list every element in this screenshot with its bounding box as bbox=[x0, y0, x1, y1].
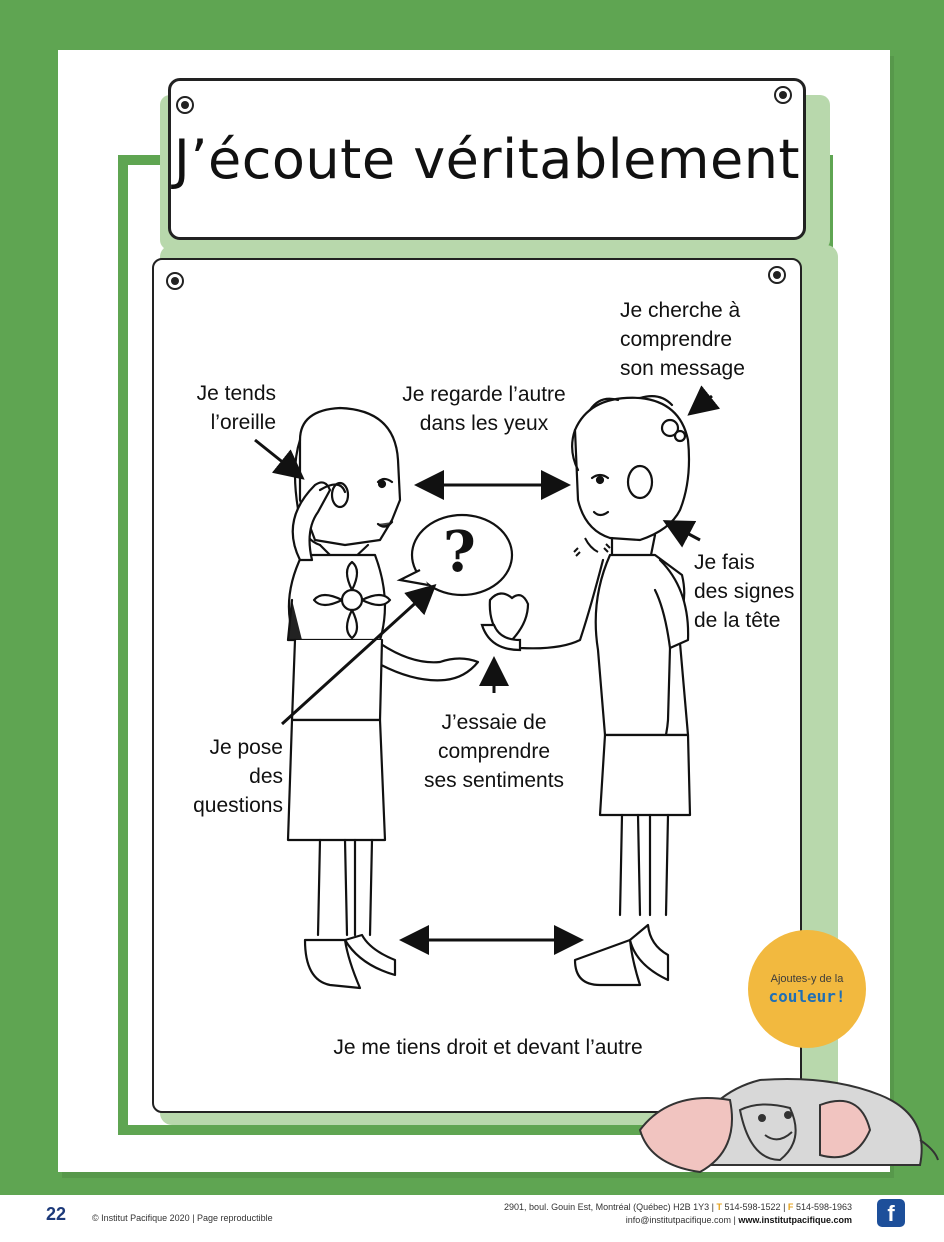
page-title: J’écoute véritablement bbox=[173, 127, 801, 191]
fax-prefix: F bbox=[787, 1202, 794, 1212]
website-link[interactable]: www.institutpacifique.com bbox=[738, 1215, 852, 1225]
label-ear: Je tends l’oreille bbox=[196, 382, 276, 434]
bubble-text-line2: couleur! bbox=[768, 986, 846, 1006]
fax-number: 514-598-1963 bbox=[795, 1202, 852, 1212]
copyright-text: © Institut Pacifique 2020 | Page reproductible bbox=[92, 1213, 273, 1223]
label-nod: Je fais des signes de la tête bbox=[694, 551, 795, 632]
page-number: 22 bbox=[46, 1204, 67, 1224]
label-understand-message: Je cherche à comprendre son message bbox=[620, 299, 745, 380]
label-feelings: J’essaie de comprendre ses sentiments bbox=[423, 711, 565, 792]
label-questions: Je pose des questions bbox=[193, 736, 283, 817]
label-stand: Je me tiens droit et devant l’autre bbox=[333, 1036, 643, 1059]
phone-number: 514-598-1522 | bbox=[724, 1202, 786, 1212]
email-link[interactable]: info@institutpacifique.com | bbox=[625, 1215, 736, 1225]
bubble-text-line1: Ajoutes-y de la bbox=[770, 972, 844, 985]
address-text: 2901, boul. Gouin Est, Montréal (Québec) H2B 1Y3 | bbox=[504, 1202, 714, 1212]
phone-prefix: T bbox=[716, 1202, 722, 1212]
footer-address-line bbox=[504, 1202, 852, 1212]
label-eyes: Je regarde l’autre dans les yeux bbox=[402, 383, 566, 435]
footer-contact-line bbox=[626, 1215, 852, 1225]
question-mark: ? bbox=[443, 519, 476, 585]
facebook-icon[interactable]: f bbox=[877, 1199, 905, 1227]
